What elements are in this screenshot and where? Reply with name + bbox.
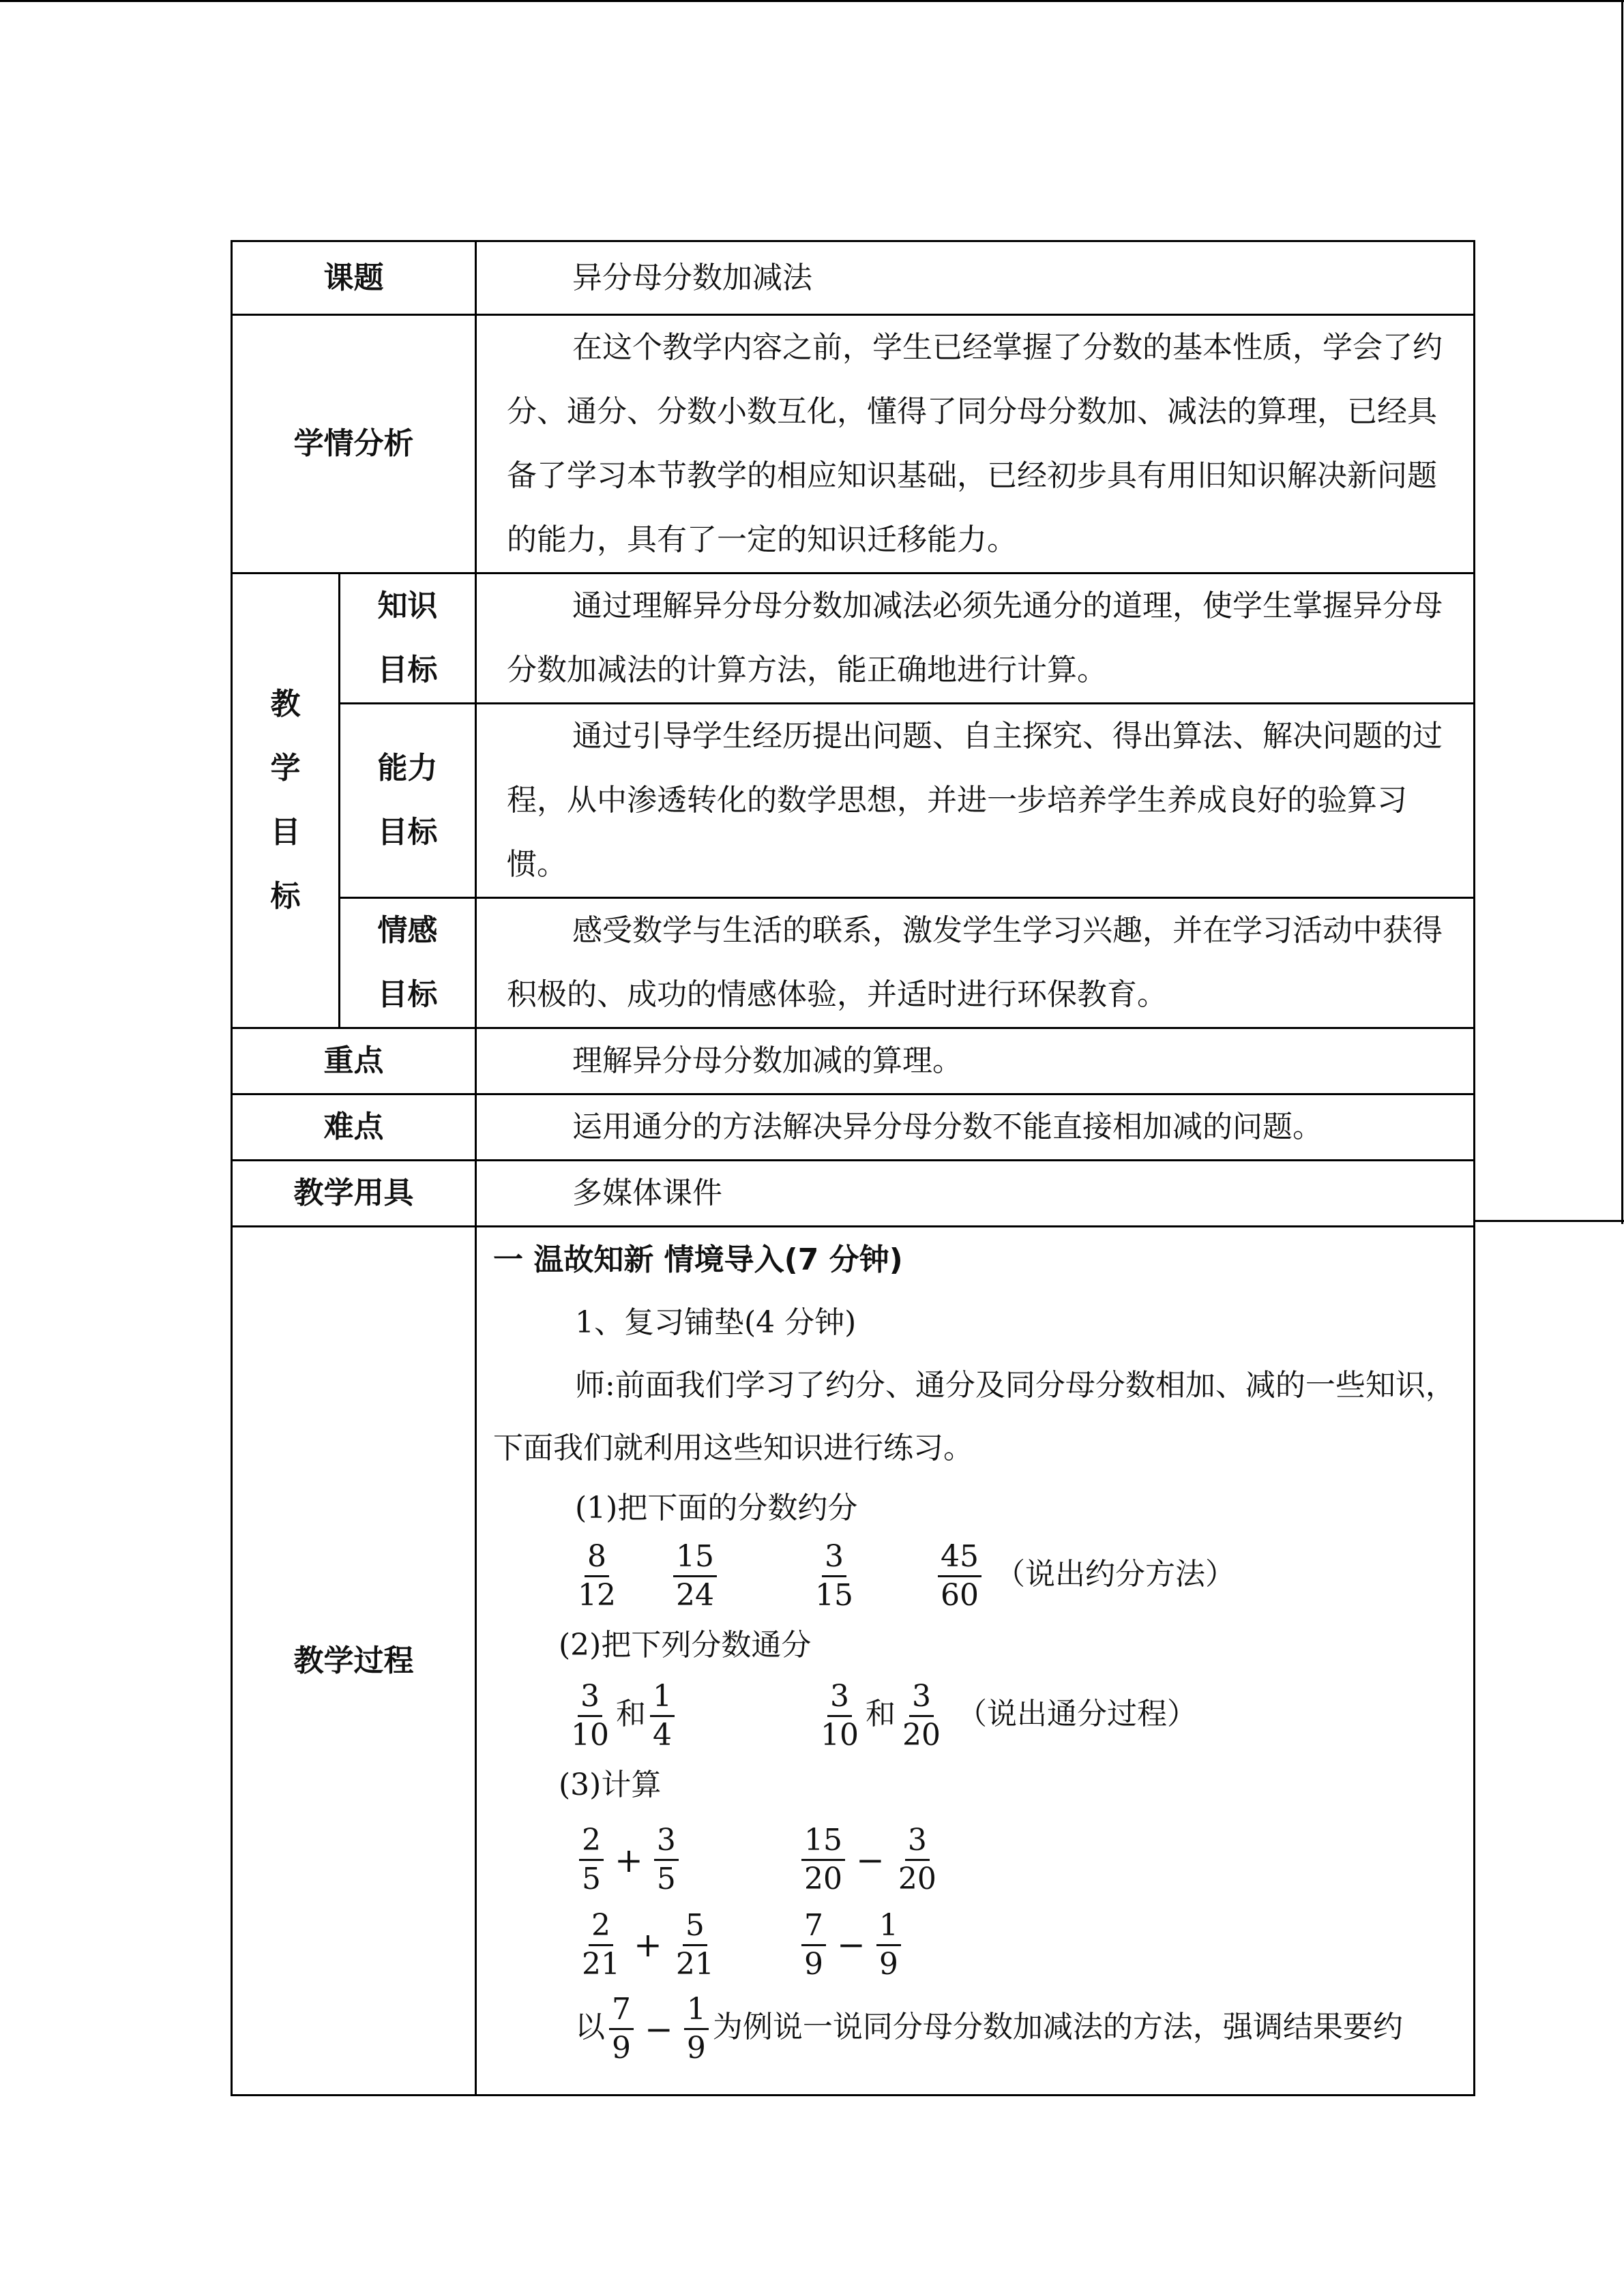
row-goal-knowledge (232, 573, 1475, 704)
page-top-border (0, 0, 1624, 2)
task2-note: （说出通分过程） (957, 1697, 1197, 1731)
task3-row2 (493, 1902, 1456, 1987)
emotion-goal-label: 情感 目标 (340, 898, 476, 1028)
closing-line: 以 $\frac{7}{9}$ − $\frac{1}{9}$ 为例说一说同分母分数加减法的方法，强调结果要约 (493, 1986, 1456, 2070)
task1-note: （说出约分方法） (995, 1557, 1235, 1592)
topic-label: 课题 (232, 241, 476, 315)
task1-title: (1)把下面的分数约分 (575, 1491, 858, 1525)
row-process (232, 1227, 1475, 2096)
and-word-2: 和 (866, 1697, 896, 1731)
plus-sign-2: + (634, 1925, 662, 1965)
fraction-3-10-b: $\frac{3}{10}$ (821, 1679, 859, 1753)
difficulty-label: 难点 (232, 1094, 476, 1161)
fraction-3-20: $\frac{3}{20}$ (902, 1679, 941, 1753)
fraction-45-60: $\frac{45}{60}$ (938, 1538, 981, 1614)
teacher-intro: 师:前面我们学习了约分、通分及同分母分数相加、减的一些知识，下面我们就利用这些知识进行练习。 (493, 1368, 1456, 1465)
fraction-15-20: $\frac{15}{20}$ (801, 1822, 845, 1898)
student-analysis-text: 在这个教学内容之前，学生已经掌握了分数的基本性质，学会了约分、通分、分数小数互化，懂得了同分母分数加、减法的算理，已经具备了学习本节教学的相应知识基础，已经初步具有用旧知识解决新问题的能力，具有了一定的知识迁移能力。 (476, 315, 1475, 573)
fraction-3-15: $\frac{3}{15}$ (815, 1539, 853, 1613)
emotion-goal-text: 感受数学与生活的联系，激发学生学习兴趣，并在学习活动中获得积极的、成功的情感体验，并适时进行环保教育。 (476, 898, 1475, 1028)
task1-fractions (493, 1537, 1456, 1614)
minus-sign-2: − (837, 1925, 866, 1965)
fraction-2-5: $\frac{2}{5}$ (579, 1822, 604, 1898)
minus-sign-3: − (645, 2009, 673, 2049)
row-difficulty (232, 1094, 1475, 1161)
row-key-point (232, 1028, 1475, 1094)
row-goal-ability (232, 704, 1475, 898)
task3-title: (3)计算 (559, 1768, 662, 1802)
fraction-3-10-a: $\frac{3}{10}$ (571, 1679, 609, 1753)
process-section-title: 一 温故知新 情境导入(7 分钟) (493, 1242, 903, 1277)
page-right-border (1621, 0, 1623, 1224)
ability-goal-label: 能力 目标 (340, 704, 476, 898)
knowledge-goal-text: 通过理解异分母分数加减法必须先通分的道理，使学生掌握异分母分数加减法的计算方法，能正确地进行计算。 (476, 573, 1475, 704)
tools-value: 多媒体课件 (476, 1161, 1475, 1227)
tools-label: 教学用具 (232, 1161, 476, 1227)
fraction-7-9-b: $\frac{7}{9}$ (609, 1991, 634, 2067)
fraction-5-21: $\frac{5}{21}$ (675, 1907, 714, 1982)
fraction-1-9-a: $\frac{1}{9}$ (876, 1907, 901, 1983)
fraction-3-20-b: $\frac{3}{20}$ (898, 1823, 936, 1896)
row-tools (232, 1161, 1475, 1227)
fraction-7-9-a: $\frac{7}{9}$ (801, 1907, 826, 1983)
task2-fractions (493, 1677, 1456, 1754)
process-label: 教学过程 (232, 1227, 476, 2096)
row-student-analysis (232, 315, 1475, 573)
fraction-3-5: $\frac{3}{5}$ (654, 1822, 679, 1898)
fraction-8-12: $\frac{8}{12}$ (578, 1539, 616, 1613)
row-topic (232, 241, 1475, 315)
row-goal-emotion (232, 898, 1475, 1028)
teaching-goals-label: 教 学 目 标 (232, 573, 340, 1028)
fraction-1-9-b: $\frac{1}{9}$ (684, 1991, 709, 2067)
task2-title: (2)把下列分数通分 (559, 1628, 812, 1663)
minus-sign-1: − (856, 1840, 885, 1880)
topic-value: 异分母分数加减法 (476, 241, 1475, 315)
process-content (476, 1227, 1475, 2096)
review-title: 1、复习铺垫(4 分钟) (575, 1305, 857, 1340)
plus-sign-1: + (615, 1840, 643, 1880)
knowledge-goal-label: 知识 目标 (340, 573, 476, 704)
difficulty-value: 运用通分的方法解决异分母分数不能直接相加减的问题。 (476, 1094, 1475, 1161)
and-word-1: 和 (616, 1697, 646, 1731)
fraction-1-4: $\frac{1}{4}$ (650, 1678, 675, 1754)
lesson-plan-table (231, 240, 1475, 2096)
task3-row1 (493, 1817, 1456, 1902)
ability-goal-text: 通过引导学生经历提出问题、自主探究、得出算法、解决问题的过程，从中渗透转化的数学思想，并进一步培养学生养成良好的验算习惯。 (476, 704, 1475, 898)
fraction-2-21: $\frac{2}{21}$ (582, 1907, 620, 1982)
key-point-label: 重点 (232, 1028, 476, 1094)
table-extension-line (1473, 1220, 1624, 1222)
student-analysis-label: 学情分析 (232, 315, 476, 573)
fraction-15-24: $\frac{15}{24}$ (673, 1538, 717, 1614)
key-point-value: 理解异分母分数加减的算理。 (476, 1028, 1475, 1094)
